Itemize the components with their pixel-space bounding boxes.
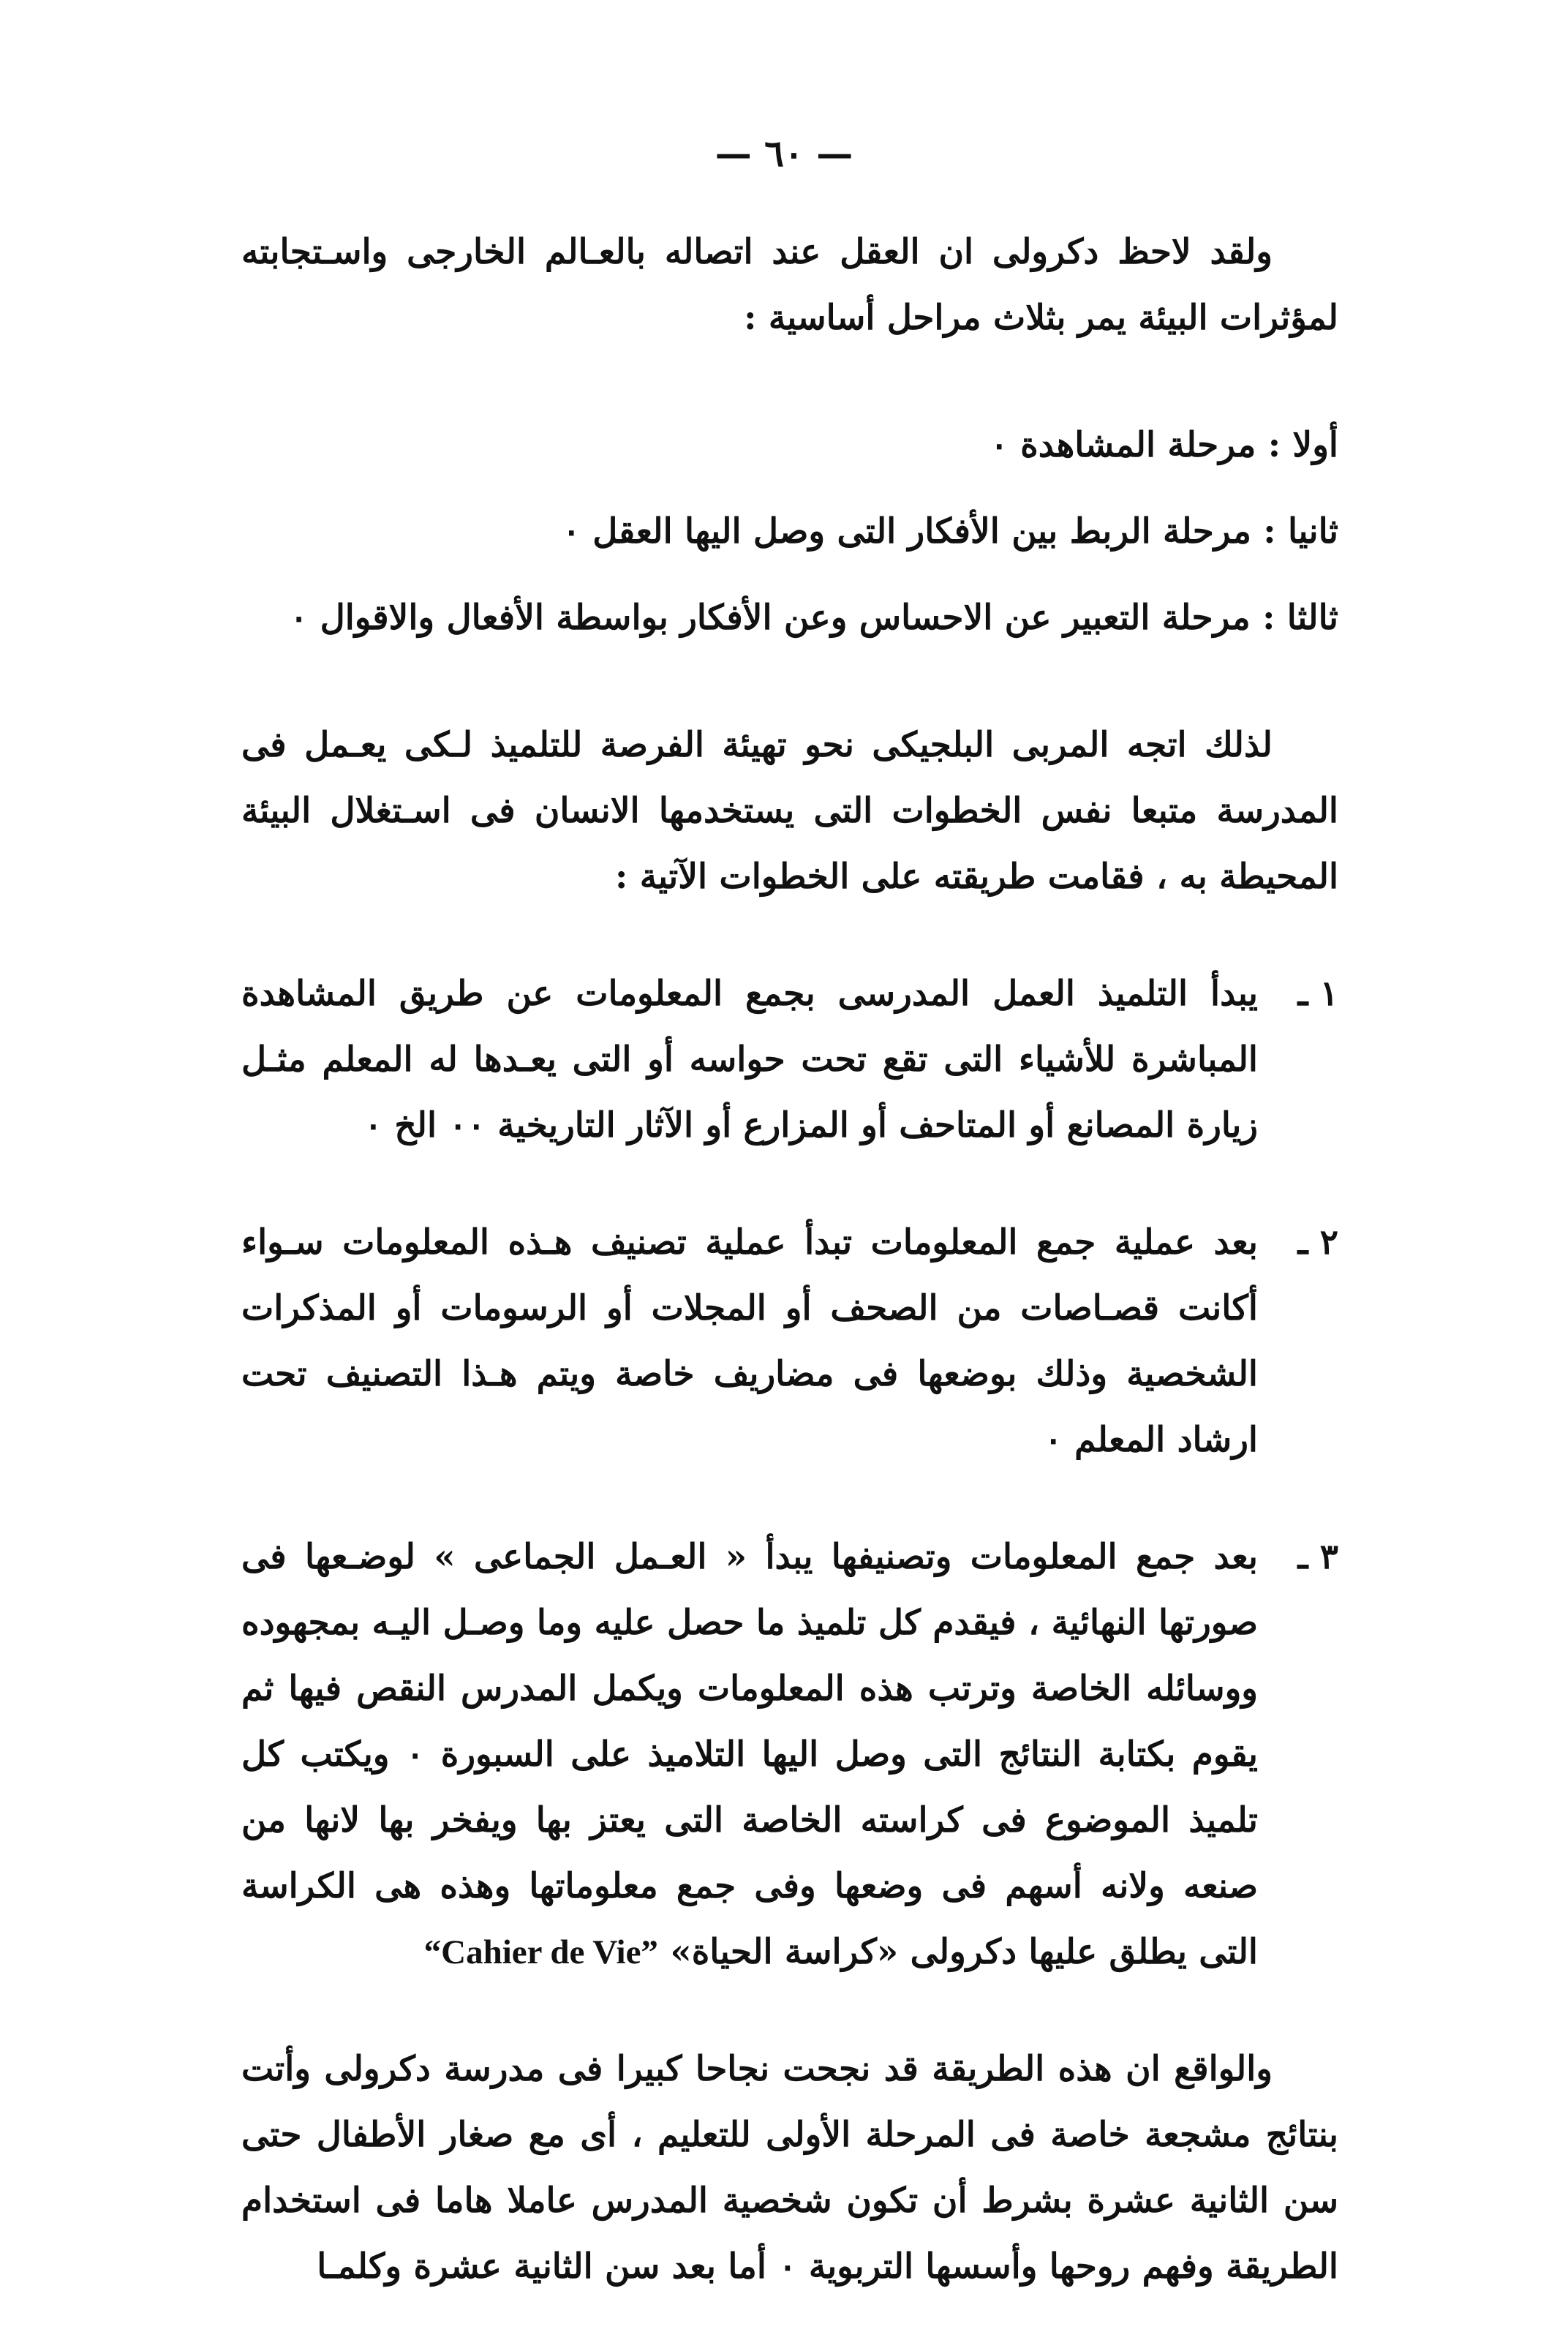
stage-1-label: أولا : [1267,425,1338,465]
step-2-text: بعد عملية جمع المعلومات تبدأ عملية تصنيف هـذه المعلومات سـواء أكانت قصـاصات من الصحف أو المجلات أو الرسومات أو المذكرات الشخصية وذلك بوضعها فى مضاريف خاصة ويتم هـذا التصنيف تحت ارشاد المعلم ٠ [241,1222,1258,1460]
stage-2-label: ثانيا : [1263,511,1338,552]
stage-1-text: مرحلة المشاهدة ٠ [990,425,1256,465]
page-body [241,219,1338,2351]
page-number: — ٦٠ — [715,132,853,175]
step-1 [241,961,1338,1159]
step-3-latin-term: “Cahier de Vie” [423,1933,658,1971]
intro-paragraph: ولقد لاحظ دكرولى ان العقل عند اتصاله بالعـالم الخارجى واسـتجابته لمؤثرات البيئة يمر بثلاث مراحل أساسية : [241,232,1338,338]
stages-list [241,402,1338,661]
stage-2-text: مرحلة الربط بين الأفكار التى وصل اليها العقل ٠ [562,511,1251,552]
stage-3-label: ثالثا : [1262,598,1338,638]
step-2-number: ٢ ـ [1297,1222,1338,1263]
step-1-number: ١ ـ [1297,974,1338,1014]
step-3-number: ٣ ـ [1297,1537,1338,1577]
closing-paragraph: والواقع ان هذه الطريقة قد نجحت نجاحا كبيرا فى مدرسة دكرولى وأتت بنتائج مشجعة خاصة فى المرحلة الأولى للتعليم ، أى مع صغار الأطفال حتى سن الثانية عشرة بشرط أن تكون شخصية المدرس عاملا هاما فى استخدام الطريقة وفهم روحها وأسسها التربوية ٠ أما بعد سن الثانية عشرة وكلمـا [241,2049,1338,2287]
step-3 [241,1524,1338,1985]
stage-3 [241,575,1338,661]
step-2 [241,1210,1338,1473]
step-3-body [241,1524,1258,1985]
stage-1 [241,402,1338,489]
method-paragraph: لذلك اتجه المربى البلجيكى نحو تهيئة الفرصة للتلميذ لـكى يعـمل فى المدرسة متبعا نفس الخطوات التى يستخدمها الانسان فى اسـتغلال البيئة المحيطة به ، فقامت طريقته على الخطوات الآتية : [241,725,1338,897]
stage-2 [241,489,1338,575]
stage-3-text: مرحلة التعبير عن الاحساس وعن الأفكار بواسطة الأفعال والاقوال ٠ [289,598,1251,638]
step-3-text: بعد جمع المعلومات وتصنيفها يبدأ « العـمل الجماعى » لوضـعها فى صورتها النهائية ، فيقدم كل تلميذ ما حصل عليه وما وصـل اليـه بمجهوده ووسائله الخاصة وترتب هذه المعلومات ويكمل المدرس النقص فيها ثم يقوم بكتابة النتائج التى وصل اليها التلاميذ على السبورة ٠ ويكتب كل تلميذ الموضوع فى كراسته الخاصة التى يعتز بها ويفخر بها لانها من صنعه ولانه أسهم فى وضعها وفى جمع معلوماتها وهذه هى الكراسة التى يطلق عليها دكرولى «كراسة الحياة» [241,1537,1258,1972]
step-1-text: يبدأ التلميذ العمل المدرسى بجمع المعلومات عن طريق المشاهدة المباشرة للأشياء التى تقع تحت حواسه أو التى يعـدها له المعلم مثـل زيارة المصانع أو المتاحف أو المزارع أو الآثار التاريخية ٠٠ الخ ٠ [241,974,1258,1146]
